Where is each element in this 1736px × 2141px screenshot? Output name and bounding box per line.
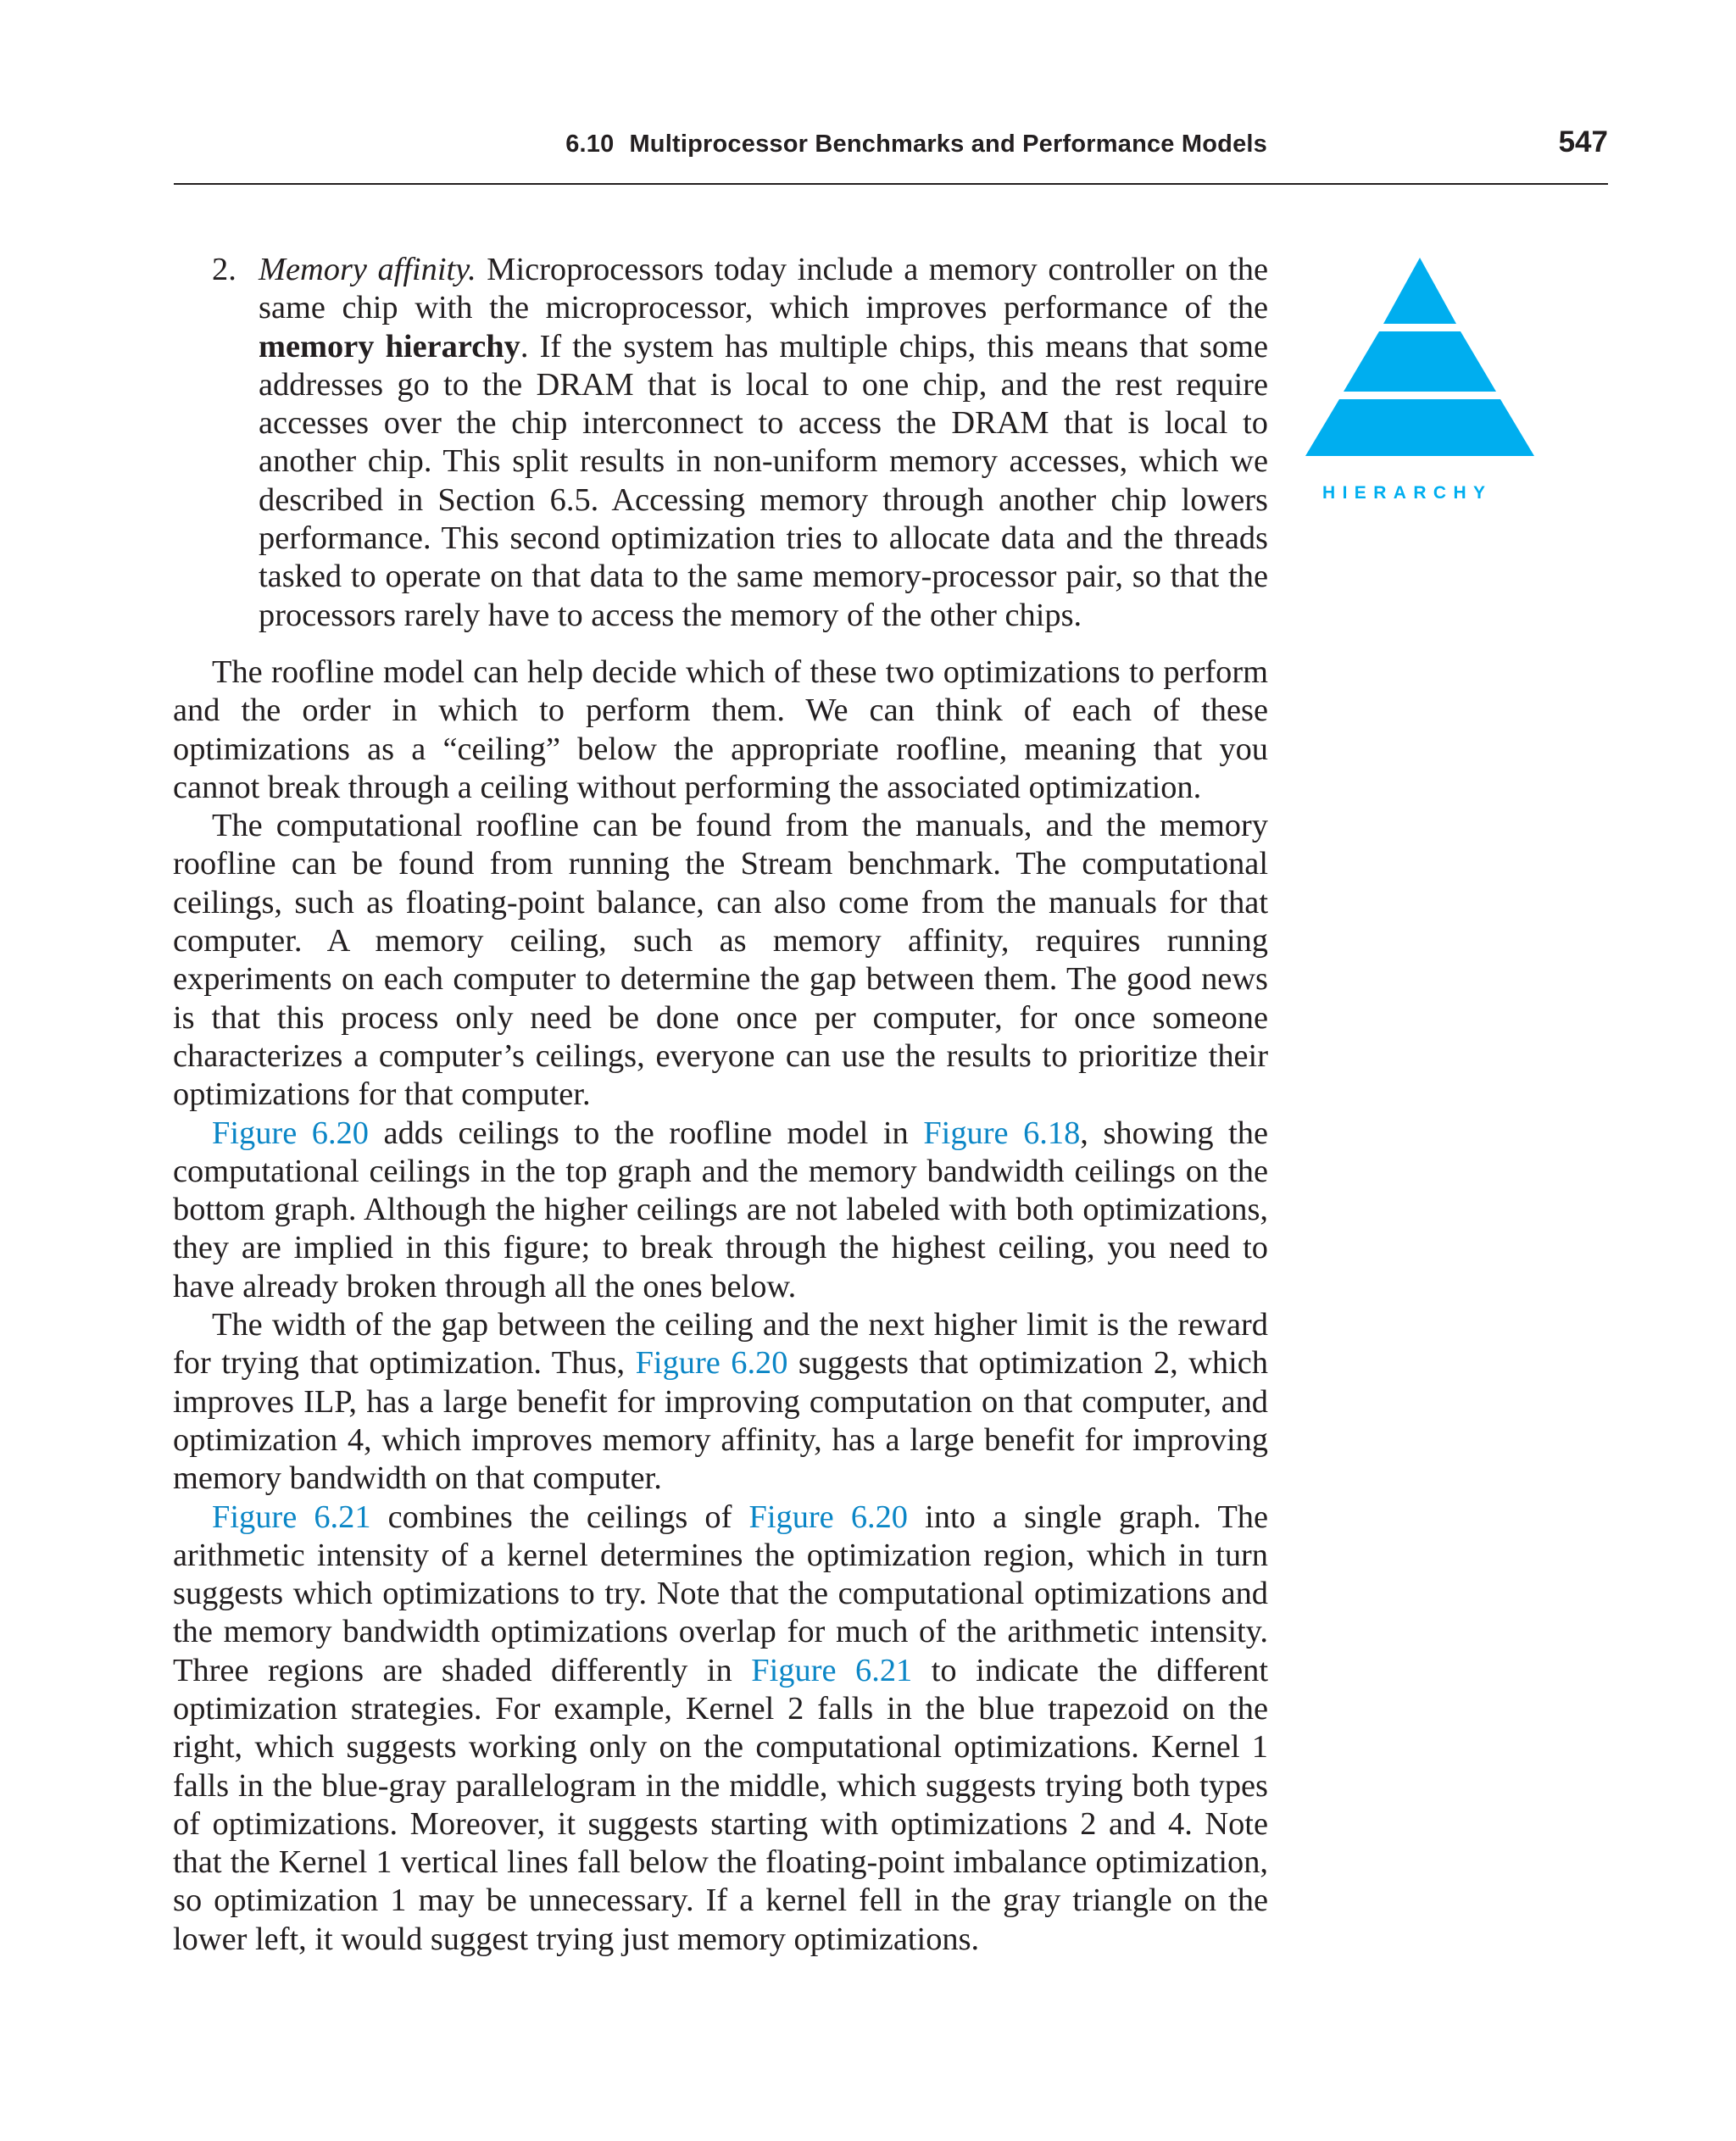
key-term-memory-hierarchy: memory hierarchy <box>259 328 520 364</box>
paragraph-text: The width of the gap between the ceiling and the next higher limit is the reward for trying that optimization. Thus, <box>173 1307 1268 1382</box>
figure-link[interactable]: Figure 6.18 <box>923 1115 1081 1151</box>
list-text-1: Microprocessors today include a memory controller on the same chip with the microprocessor, which improves performance of the <box>259 252 1268 326</box>
paragraph-text: , showing the computational ceilings in the top graph and the memory bandwidth ceilings on the bottom graph. Although the higher ceilings are not labeled with both optimizations, they are implied in this figure; to break through the highest ceiling, you need to have already broken through all the ones below. <box>173 1115 1269 1304</box>
figure-link[interactable]: Figure 6.20 <box>212 1115 369 1151</box>
running-header <box>174 127 1608 185</box>
pyramid-hierarchy-icon <box>1304 254 1536 458</box>
page-number: 547 <box>1558 125 1608 158</box>
section-number: 6.10 <box>565 131 615 158</box>
figure-link[interactable]: Figure 6.21 <box>212 1499 371 1535</box>
list-text-2: . If the system has multiple chips, this means that some addresses go to the DRAM that is local to one chip, and the rest require accesses over the chip interconnect to access the DRAM that is local to another chip. This split results in non-uniform memory accesses, which we described in Section 6.5. Accessing memory through another chip lowers performance. This second optimization tries to allocate data and the threads tasked to operate on that data to the same memory-processor pair, so that the processors rarely have to access the memory of the other chips. <box>259 328 1268 633</box>
paragraph-text: adds ceilings to the roofline model in <box>368 1115 924 1151</box>
paragraph-text: into a single graph. The arithmetic intensity of a kernel determines the optimization region, which in turn suggests which optimizations to try. Note that the computational optimizations and the memory bandwidth optimizations overlap for much of the arithmetic intensity. Three regions are shaded differently in <box>173 1499 1269 1688</box>
paragraph-text: combines the ceilings of <box>370 1499 749 1535</box>
paragraph-1: The roofline model can help decide which of these two optimizations to perform and the order in which to perform them. We can think of each of these optimizations as a “ceiling” below the appropriate roofline, meaning that you cannot break through a ceiling without performing the associated optimization. <box>173 653 1268 805</box>
pyramid-tier-bottom <box>1305 399 1534 456</box>
figure-link[interactable]: Figure 6.20 <box>748 1499 909 1535</box>
body-text <box>173 251 1268 1959</box>
paragraph-2: The computational roofline can be found from the manuals, and the memory roofline can be found from running the Stream benchmark. The computational ceilings, such as floating-point balance, can also come from the manuals for that computer. A memory ceiling, such as memory affinity, requires running experiments on each computer to determine the gap between them. The good news is that this process only need be done once per computer, for once someone characterizes a computer’s ceilings, everyone can use the results to prioritize their optimizations for that computer. <box>173 808 1268 1113</box>
paragraph-3 <box>173 1115 1268 1306</box>
figure-link[interactable]: Figure 6.20 <box>635 1345 788 1382</box>
list-item-memory-affinity <box>173 251 1268 635</box>
paragraph-text: suggests that optimization 2, which improves ILP, has a large benefit for improving computation on that computer, and optimization 4, which improves memory affinity, has a large benefit for improving memory bandwidth on that computer. <box>173 1345 1268 1497</box>
paragraph-text: to indicate the different optimization strategies. For example, Kernel 2 falls in the blue trapezoid on the right, which suggests working only on the computational optimizations. Kernel 1 falls in the blue-gray parallelogram in the middle, which suggests trying both types of optimizations. Moreover, it suggests starting with optimizations 2 and 4. Note that the Kernel 1 vertical lines fall below the floating-point imbalance optimization, so optimization 1 may be unnecessary. If a kernel fell in the gray triangle on the lower left, it would suggest trying just memory optimizations. <box>173 1652 1269 1957</box>
section-heading <box>565 131 1267 158</box>
pyramid-tier-middle <box>1344 331 1496 392</box>
paragraph-4 <box>173 1306 1268 1498</box>
section-title: Multiprocessor Benchmarks and Performance Models <box>629 131 1267 158</box>
pyramid-tier-top <box>1383 258 1456 324</box>
margin-label-hierarchy: HIERARCHY <box>1322 483 1493 503</box>
figure-link[interactable]: Figure 6.21 <box>751 1652 913 1688</box>
list-term: Memory affinity. <box>259 252 476 287</box>
paragraph-5 <box>173 1499 1268 1960</box>
list-marker: 2. <box>212 252 236 287</box>
